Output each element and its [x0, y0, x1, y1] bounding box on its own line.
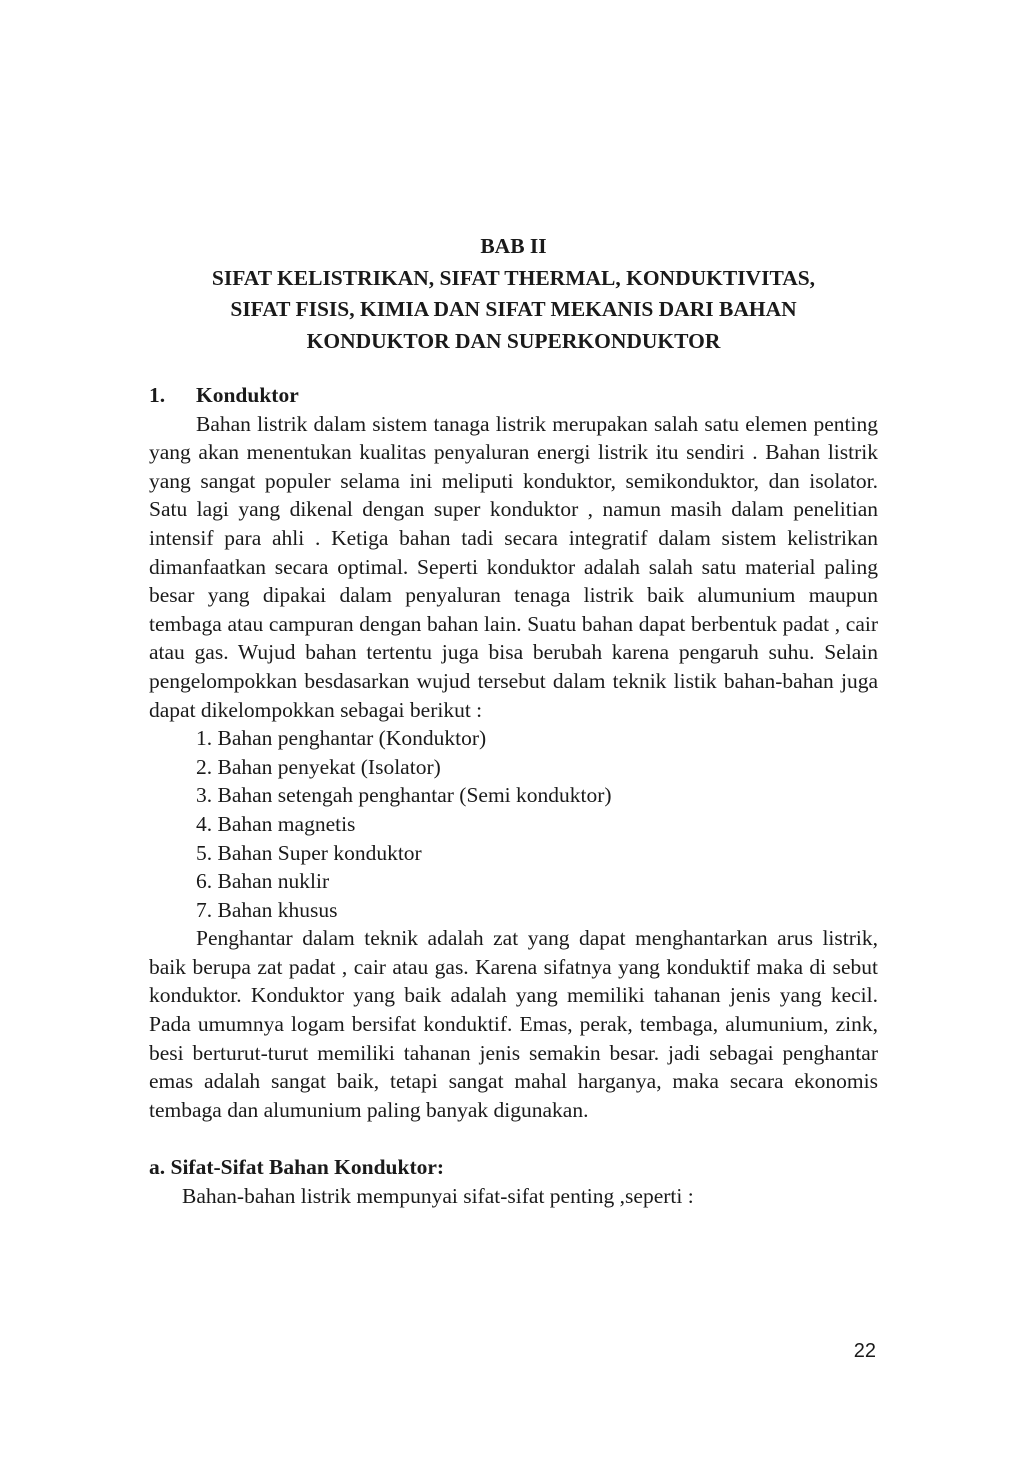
material-list — [149, 724, 878, 924]
section-heading — [149, 381, 878, 410]
chapter-title-line-1: SIFAT KELISTRIKAN, SIFAT THERMAL, KONDUKTIVITAS, — [211, 265, 816, 290]
subsection-text: Bahan-bahan listrik mempunyai sifat-sifat penting ,seperti : — [182, 1184, 694, 1209]
list-item: 1. Bahan penghantar (Konduktor) — [196, 726, 487, 751]
intro-paragraph: Bahan listrik dalam sistem tanaga listrik merupakan salah satu elemen penting yang akan menentukan kualitas penyaluran energi listrik itu sendiri . Bahan listrik yang sangat populer selama ini meliputi konduktor, semikonduktor, dan isolator. Satu lagi yang dikenal dengan super konduktor , namun masih dalam penelitian intensif para ahli . Ketiga bahan tadi secara integratif dalam sistem kelistrikan dimanfaatkan secara optimal. Seperti konduktor adalah salah satu material paling besar yang dipakai dalam penyaluran tenaga listrik baik alumunium maupun tembaga atau campuran dengan bahan lain. Suatu bahan dapat berbentuk padat , cair atau gas. Wujud bahan tertentu juga bisa berubah karena pengaruh suhu. Selain pengelompokkan besdasarkan wujud tersebut dalam teknik listik bahan-bahan juga dapat dikelompokkan sebagai berikut : — [149, 411, 878, 722]
list-item: 6. Bahan nuklir — [196, 869, 330, 894]
subsection-heading: a. Sifat-Sifat Bahan Konduktor: — [149, 1155, 445, 1180]
chapter-title-line-2: SIFAT FISIS, KIMIA DAN SIFAT MEKANIS DARI BAHAN — [230, 297, 797, 321]
section-title: Konduktor — [196, 383, 299, 407]
section-number: 1. — [149, 383, 166, 407]
chapter-heading — [149, 231, 878, 357]
page-content — [149, 231, 878, 1211]
list-item: 4. Bahan magnetis — [196, 811, 356, 836]
list-item: 5. Bahan Super konduktor — [196, 840, 422, 865]
conductor-paragraph: Penghantar dalam teknik adalah zat yang dapat menghantarkan arus listrik, baik berupa zat padat , cair atau gas. Karena sifatnya yang konduktif maka di sebut konduktor. Konduktor yang baik adalah yang memiliki tahanan jenis yang kecil. Pada umumnya logam bersifat konduktif. Emas, perak, tembaga, alumunium, zink, besi berturut-turut memiliki tahanan jenis semakin besar. jadi sebagai penghantar emas adalah sangat baik, tetapi sangat mahal harganya, maka secara ekonomis tembaga dan alumunium paling banyak digunakan. — [149, 926, 878, 1122]
list-item: 2. Bahan penyekat (Isolator) — [196, 754, 441, 779]
chapter-label: BAB II — [480, 234, 547, 258]
page-number: 22 — [853, 1340, 876, 1362]
list-item: 3. Bahan setengah penghantar (Semi konduktor) — [196, 783, 612, 808]
chapter-title-line-3: KONDUKTOR DAN SUPERKONDUKTOR — [306, 328, 721, 353]
list-item: 7. Bahan khusus — [196, 897, 338, 922]
